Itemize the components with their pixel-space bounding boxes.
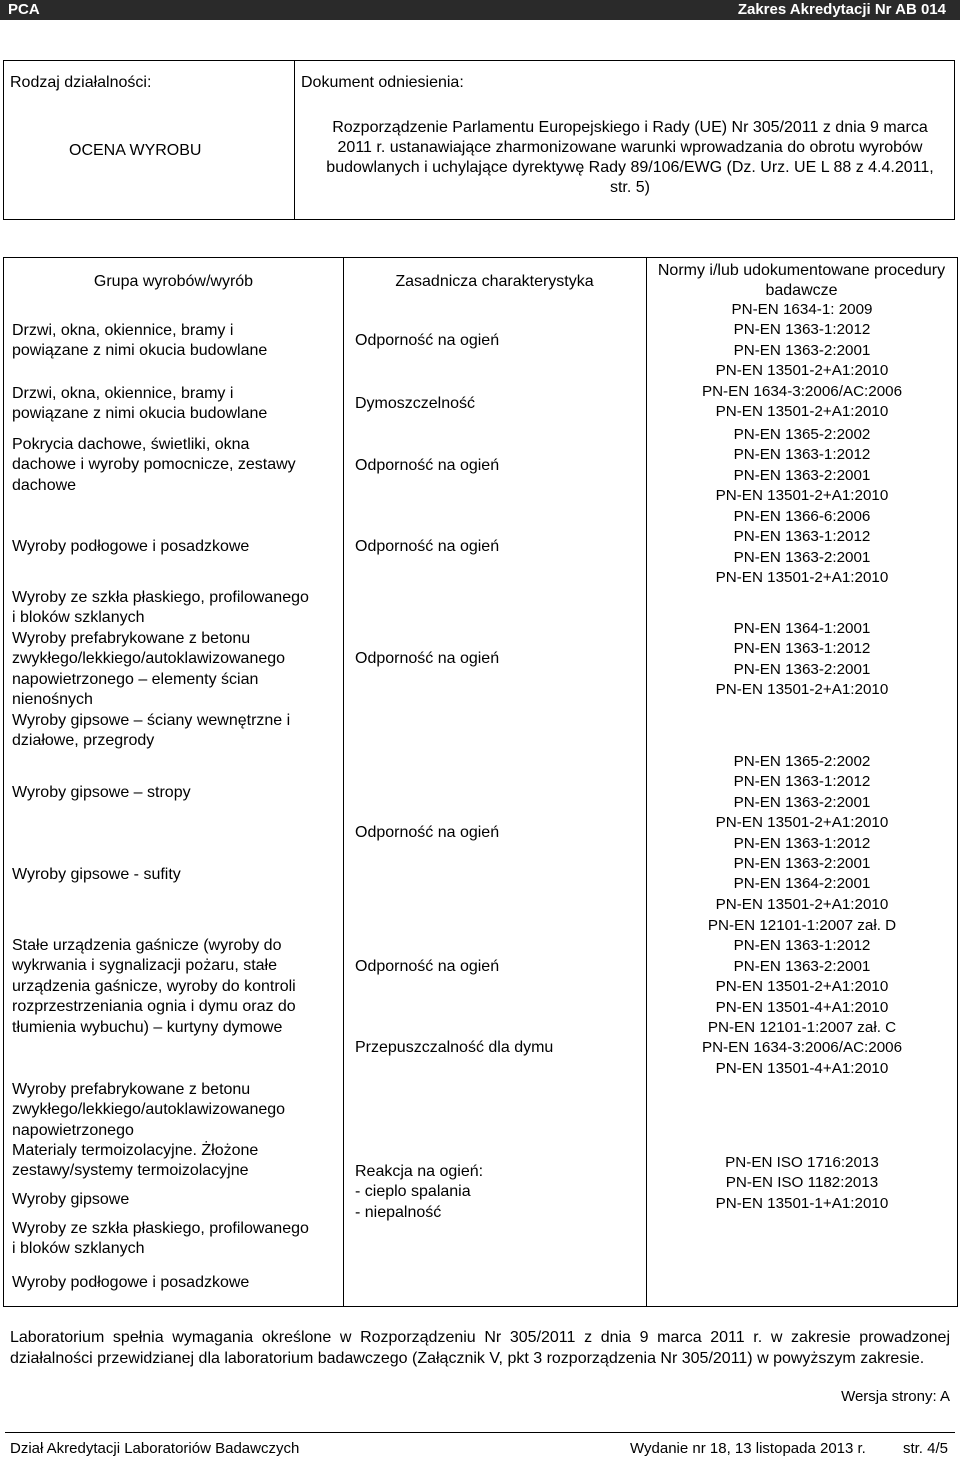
group-item: Drzwi, okna, okiennice, bramy i powiązane z nimi okucia budowlane <box>12 385 268 423</box>
characteristic-item: Odporność na ogień <box>355 538 500 555</box>
footer-divider <box>5 1432 955 1433</box>
header-norms: Normy i/lub udokumentowane procedury badawcze <box>657 262 946 300</box>
org-abbrev: PCA <box>8 1 40 18</box>
characteristic-item: Odporność na ogień <box>355 958 500 975</box>
norms-item: PN-EN 1634-1: 2009 PN-EN 1363-1:2012 PN-EN 1363-2:2001 PN-EN 13501-2+A1:2010 <box>715 301 889 380</box>
group-item: Wyroby gipsowe – ściany wewnętrzne i działowe, przegrody <box>12 712 291 750</box>
header-group: Grupa wyrobów/wyrób <box>93 273 254 290</box>
page-version: Wersja strony: A <box>841 1388 950 1405</box>
group-item: Wyroby gipsowe - sufity <box>12 866 181 883</box>
footer-page-number: str. 4/5 <box>902 1440 948 1457</box>
group-item: Wyroby gipsowe <box>12 1191 130 1208</box>
norms-item: PN-EN 1365-2:2002 PN-EN 1363-1:2012 PN-EN 1363-2:2001 PN-EN 13501-2+A1:2010 PN-EN 1363-1:2012 PN-EN 1363-2:2001 PN-EN 1364-2:2001 PN-EN 13501-2+A1:2010 <box>715 753 889 913</box>
characteristic-item: Odporność na ogień <box>355 457 500 474</box>
page-header <box>0 0 960 20</box>
group-item: Wyroby podłogowe i posadzkowe <box>12 538 250 555</box>
norms-item: PN-EN ISO 1716:2013 PN-EN ISO 1182:2013 PN-EN 13501-1+A1:2010 <box>715 1154 889 1212</box>
document-title: Zakres Akredytacji Nr AB 014 <box>737 1 946 18</box>
norms-item: PN-EN 12101-1:2007 zał. D PN-EN 1363-1:2012 PN-EN 1363-2:2001 PN-EN 13501-2+A1:2010 PN-EN 13501-4+A1:2010 <box>707 917 897 1016</box>
norms-item: PN-EN 1364-1:2001 PN-EN 1363-1:2012 PN-EN 1363-2:2001 PN-EN 13501-2+A1:2010 <box>715 620 889 699</box>
group-item: Pokrycia dachowe, świetliki, okna dachowe i wyroby pomocnicze, zestawy dachowe <box>12 436 296 494</box>
group-item: Materialy termoizolacyjne. Żłożone zestawy/systemy termoizolacyjne <box>12 1142 259 1180</box>
activity-label: Rodzaj działalności: <box>10 74 152 91</box>
scope-info-box <box>3 60 955 220</box>
characteristic-item: Przepuszczalność dla dymu <box>355 1039 554 1056</box>
norms-item: PN-EN 1366-6:2006 PN-EN 1363-1:2012 PN-EN 1363-2:2001 PN-EN 13501-2+A1:2010 <box>715 508 889 587</box>
characteristic-item: Reakcja na ogień: - cieplo spalania - niepalność <box>355 1163 484 1221</box>
group-item: Wyroby podłogowe i posadzkowe <box>12 1274 250 1291</box>
norms-item: PN-EN 1634-3:2006/AC:2006 PN-EN 13501-2+A1:2010 <box>701 383 903 421</box>
scope-table <box>3 257 958 1307</box>
norms-item: PN-EN 12101-1:2007 zał. C PN-EN 1634-3:2006/AC:2006 PN-EN 13501-4+A1:2010 <box>701 1019 903 1077</box>
characteristic-item: Odporność na ogień <box>355 824 500 841</box>
group-item: Wyroby prefabrykowane z betonu zwykłego/lekkiego/autoklawizowanego napowietrzonego – elementy ścian nienośnych <box>12 630 286 709</box>
activity-value: OCENA WYROBU <box>69 142 202 159</box>
header-characteristic: Zasadnicza charakterystyka <box>395 273 594 290</box>
characteristic-item: Odporność na ogień <box>355 332 500 349</box>
group-item: Wyroby prefabrykowane z betonu zwykłego/lekkiego/autoklawizowanego napowietrzonego <box>12 1081 286 1139</box>
footer-department: Dział Akredytacji Laboratoriów Badawczych <box>10 1440 300 1457</box>
footer-edition: Wydanie nr 18, 13 listopada 2013 r. <box>630 1440 866 1457</box>
reference-doc-value: Rozporządzenie Parlamentu Europejskiego i Rady (UE) Nr 305/2011 z dnia 9 marca 2011 r. ustanawiające zharmonizowane warunki wprowadzania do obrotu wyrobów budowlanych i uchylające dyrektywę Rady 89/106/EWG (Dz. Urz. UE L 88 z 4.4.2011, str. 5) <box>326 119 934 196</box>
reference-doc-label: Dokument odniesienia: <box>301 74 464 91</box>
group-item: Wyroby ze szkła płaskiego, profilowanego i bloków szklanych <box>12 1220 309 1258</box>
characteristic-item: Odporność na ogień <box>355 650 500 667</box>
group-item: Stałe urządzenia gaśnicze (wyroby do wykrwania i sygnalizacji pożaru, stałe urządzenia gaśnicze, wyroby do kontroli rozprzestrzeniania ognia i dymu oraz do tłumienia wybuchu) – kurtyny dymowe <box>12 937 296 1036</box>
accreditation-statement: Laboratorium spełnia wymagania określone w Rozporządzeniu Nr 305/2011 z dnia 9 marca 2011 r. w zakresie prowadzonej działalności przewidzianej dla laboratorium badawczego (Załącznik V, pkt 3 rozporządzenia Nr 305/2011) w powyższym zakresie. <box>10 1329 950 1367</box>
group-item: Drzwi, okna, okiennice, bramy i powiązane z nimi okucia budowlane <box>12 322 268 360</box>
group-item: Wyroby gipsowe – stropy <box>12 784 191 801</box>
characteristic-item: Dymoszczelność <box>355 395 476 412</box>
norms-item: PN-EN 1365-2:2002 PN-EN 1363-1:2012 PN-EN 1363-2:2001 PN-EN 13501-2+A1:2010 <box>715 426 889 505</box>
group-item: Wyroby ze szkła płaskiego, profilowanego i bloków szklanych <box>12 589 309 627</box>
